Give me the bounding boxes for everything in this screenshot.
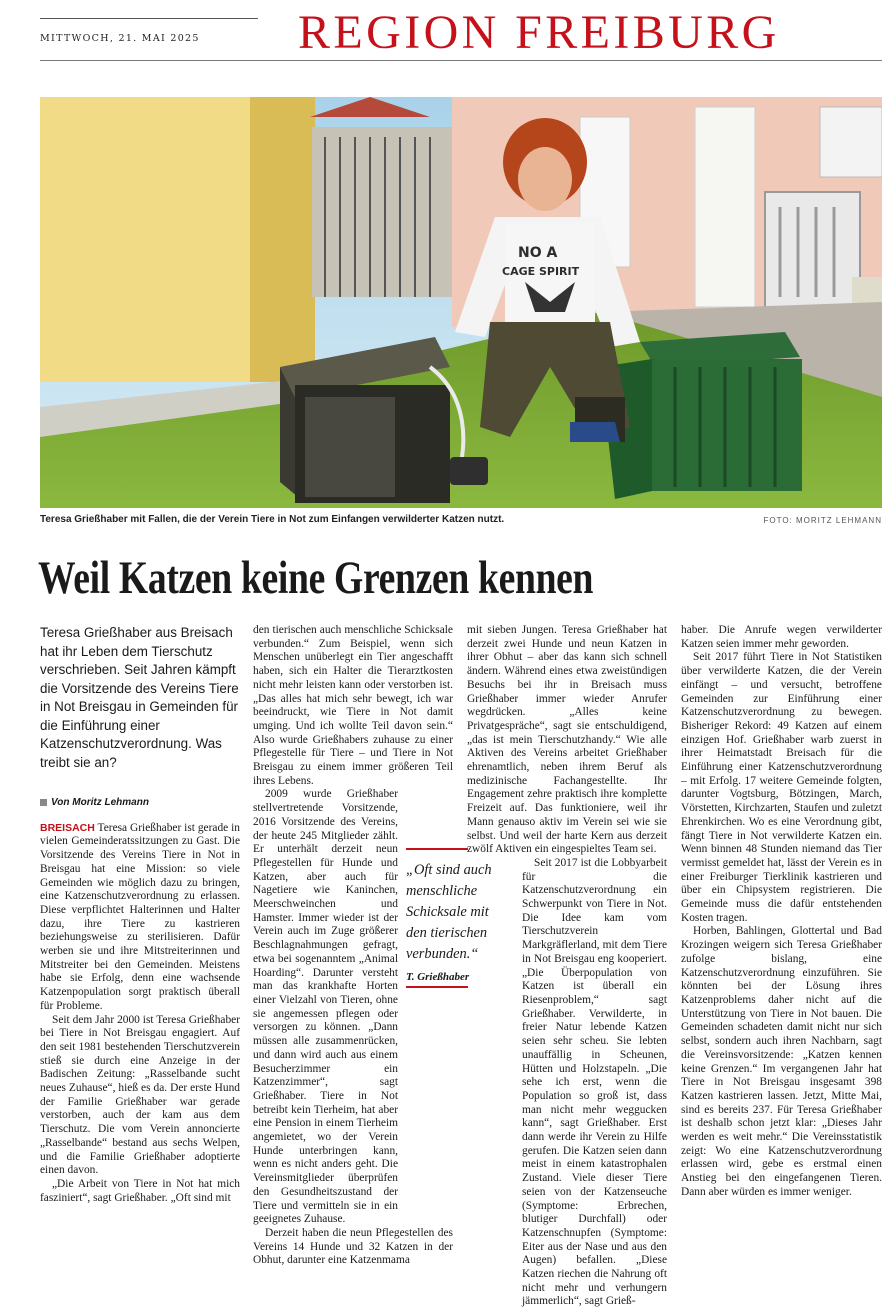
header-rule-top	[40, 18, 258, 19]
quote-rule-bottom	[406, 986, 468, 988]
article-teaser: Teresa Grießhaber aus Breisach hat ihr Leben dem Tierschutz verschrieben. Seit Jahren kämpft die Vorsitzende des Vereins Tiere in Not Breisgau in Gemeinden für die Einführung einer Katzenschutzverordnung. Was treibt sie an?	[40, 625, 239, 770]
article-photo	[40, 97, 882, 508]
article-column-4	[681, 624, 882, 1200]
paragraph: Seit 2017 führt Tiere in Not Statistiken über verwilderte Katzen, die der Verein einfängt – und versucht, betroffene Gemeinden zur Einführung einer Katzenschutzverordnung zu bewegen. Bisheriger Rekord: 49 Katzen auf einem einzigen Hof. Grießhaber warb zuerst in ihrer Heimatstadt Breisach für die Einführung einer Katzenschutzverordnung – mit Erfolg. 17 weitere Gemeinde folgten, darunter Vogtsburg, Bötzingen, March, Vörstetten, Kirchzarten, Staufen und zuletzt Ehrenkirchen. Wo es eine Verordnung gibt, fängt Tiere in Not verwilderte Katzen ein. Wenn binnen 48 Stunden niemand das Tier vermisst gemeldet hat, lässt der Verein es in einer Freiburger Tierklinik kastrieren und über ein Chipsystem registrieren. Die Gemeinde muss die dafür entstehenden Kosten tragen.	[681, 651, 882, 924]
paragraph	[40, 822, 240, 1014]
author-name: Von Moritz Lehmann	[51, 797, 149, 808]
paragraph: Derzeit haben die neun Pflegestellen des Vereins 14 Hunde und 32 Katzen in der Obhut, darunter eine Katzenmama	[253, 1226, 453, 1267]
paragraph: „Die Arbeit von Tiere in Not hat mich fasziniert“, sagt Grießhaber. „Oft sind mit	[40, 1177, 240, 1204]
issue-date: MITTWOCH, 21. MAI 2025	[40, 33, 200, 44]
paragraph: Seit dem Jahr 2000 ist Teresa Grießhaber bei Tiere in Not Breisgau engagiert. Auf den seit 1981 bestehenden Tierschutzverein stieß sie durch eine Anzeige in der Badischen Zeitung: „Rasselbande sucht neues Zuhause“, hieß es da. Der erste Hund der Familie Grießhaber war gerade verstorben, auch der kam aus dem Tierschutz. Die vom Verein annoncierte „Rasselbande“ bestand aus sechs Welpen, und die Familie Grießhaber adoptierte einen davon.	[40, 1013, 240, 1177]
photo-caption: Teresa Grießhaber mit Fallen, die der Verein Tiere in Not zum Einfangen verwilderter Katzen nutzt.	[40, 514, 505, 525]
paragraph: Seit 2017 ist die Lobbyarbeit für die Katzenschutzverordnung ein Schwerpunkt von Tiere in Not. Die Idee kam vom Tierschutzverein Markgräflerland, mit dem Tiere in Not Breisgau eng kooperiert. „Die Überpopulation von Katzen ist überall ein Riesenproblem,“ sagt Grießhaber. Verwilderte, in freier Natur lebende Katzen seien sehr scheu. Sie lebten unauffällig in Scheunen, Hütten und Holzstapeln. „Die sehe ich erst, wenn die Population so groß ist, dass man nicht mehr weggucken kann“, sagt Grießhaber. Erst dann werde ihr Verein zu Hilfe gerufen. Die Katzen seien dann meist in einem katastrophalen Zustand. Viele dieser Tiere seien von der Katzenseuche (Symptome: Erbrechen, blutiger Durchfall) oder Katzenschnupfen (Symptome: Eiter aus der Nase und aus den Augen) befallen. „Diese Katzen riechen die Nahrung oft nicht mehr und verhungern jämmerlich“, sagt Grieß-	[522, 856, 667, 1308]
section-title: REGION FREIBURG	[298, 6, 780, 59]
dateline: BREISACH	[40, 821, 95, 834]
byline	[40, 796, 240, 810]
paragraph: haber. Die Anrufe wegen verwilderter Katzen seien immer mehr geworden.	[681, 624, 882, 650]
paragraph: 2009 wurde Grießhaber stellvertretende Vorsitzende, 2016 Vorsitzende des Vereins, der heute 245 Mitglieder zählt. Er unterhält derzeit neun Pflegestellen für Hunde und Katzen, aber auch für Nagetiere wie Kaninchen, Meerschweinchen und Hamster. Immer wieder ist der Verein auch im Zuge größerer Beschlagnahmungen gefragt, etwa bei sogenanntem „Animal Hoarding“. Darunter versteht man das krankhafte Horten einer Vielzahl von Tieren, ohne sie angemessen pflegen oder versorgen zu können. „Dann müssen alle zusammenrücken, und dann wird auch aus einem Besucherzimmer ein Katzenzimmer“, sagt Grießhaber. Tiere in Not betreibt kein Tierheim, hat aber eine Pension in einem Tierheim angemietet, wo der Verein Hunde unterbringen kann, wenn es nicht anders geht. Die Vereinsmitglieder überprüfen den Gesundheitszustand der Tiere und vermitteln sie in ein geeignetes Zuhause.	[253, 788, 398, 1226]
paragraph: Horben, Bahlingen, Glottertal und Bad Krozingen weigern sich Teresa Grießhaber zufolge bislang, eine Katzenschutzverordnung einzuführen. Sie könnten bei der Lösung ihres Katzenproblems daher nicht auf die Unterstützung von Tiere in Not bauen. Die Gemeinden schadeten damit nicht nur sich selbst, sondern auch ihren Nachbarn, sagt die Vereinsvorsitzende: „Katzen kennen keine Grenzen.“ Im vergangenen Jahr hat Tiere in Not Breisgau insgesamt 398 Katzen kastrieren lassen. Jetzt, Mitte Mai, sind es bereits 237. Für Teresa Grießhaber ist deshalb schon jetzt klar: „Dieses Jahr werden es weit mehr.“ Die Vereinsstatistik zeigt: Wo eine Katzenschutzverordnung erlassen wird, gebe es erstmal einen Anstieg bei den eingefangenen Tieren. Dann aber würden es immer weniger.	[681, 925, 882, 1198]
paragraph: mit sieben Jungen. Teresa Grießhaber hat derzeit zwei Hunde und neun Katzen in ihrer Obhut – aber das kann sich schnell ändern. Während eines etwa zweistündigen Besuchs bei ihr in Breisach muss Grießhaber immer wieder Anrufer wegdrücken. „Alles keine Privatgespräche“, sagt sie entschuldigend, „das ist mein Tierschutzhandy.“ Wie alle Aktiven des Vereins arbeitet Grießhaber ehrenamtlich, neben ihrem Beruf als medizinische Fachangestellte. Ihr Engagement zehre praktisch ihre komplette Freizeit auf. Das funktioniere, weil ihr Mann genauso aktiv im Verein sei wie sie selbst. Und weil der harte Kern aus derzeit zwölf Aktiven ein eingespieltes Team sei.	[467, 624, 667, 856]
paragraph: den tierischen auch menschliche Schicksale verbunden.“ Zum Beispiel, wenn sich Menschen unüberlegt ein Tier angeschafft haben, sich ein Halter die Tierarztkosten nicht mehr leisten kann oder verstorben ist. „Das alles hat mich sehr bewegt, ich war beeindruckt, wie Tiere in Not damit umging. Und ich wollte Teil davon sein.“ Also wurde Grießhabers zuhause zu einer Pflegestelle für Tiere – und Tiere in Not Breisgau zu einem immer größeren Teil ihres Lebens.	[253, 624, 453, 787]
article-headline: Weil Katzen keine Grenzen kennen	[38, 552, 594, 604]
photo-credit: FOTO: MORITZ LEHMANN	[763, 516, 882, 525]
header-rule	[40, 60, 882, 61]
paragraph-text: Teresa Grießhaber ist gerade in vielen Gemeinderatssitzungen zu Gast. Die Vorsitzende des Vereins Tiere in Not in Breisgau hat eine Mission: so viele Gemeinden wie möglich dazu zu bringen, eine Katzenschutzverordnung zu erlassen. Diese verpflichtet Halterinnen und Halter dazu, ihre Tiere zu kastrieren beziehungsweise zu sterilisieren. Dafür werben sie und ihre Mitstreiterinnen und Mitstreiter bei den Gemeinden. Meistens habe sie Erfolg, denn eine wachsende Katzenpopulation sorgt praktisch überall für Probleme.	[40, 821, 240, 1012]
svg-text:NO A: NO A	[518, 245, 558, 261]
byline-square-icon	[40, 799, 47, 806]
article-column-1	[40, 624, 240, 1205]
svg-text:CAGE SPIRIT: CAGE SPIRIT	[502, 265, 580, 278]
article-column-3	[467, 624, 667, 1309]
quote-rule	[406, 848, 468, 850]
quote-text: „Oft sind auch menschliche Schicksale mit den tierischen verbunden.“	[406, 862, 492, 962]
quote-source: T. Grießhaber	[406, 971, 470, 983]
